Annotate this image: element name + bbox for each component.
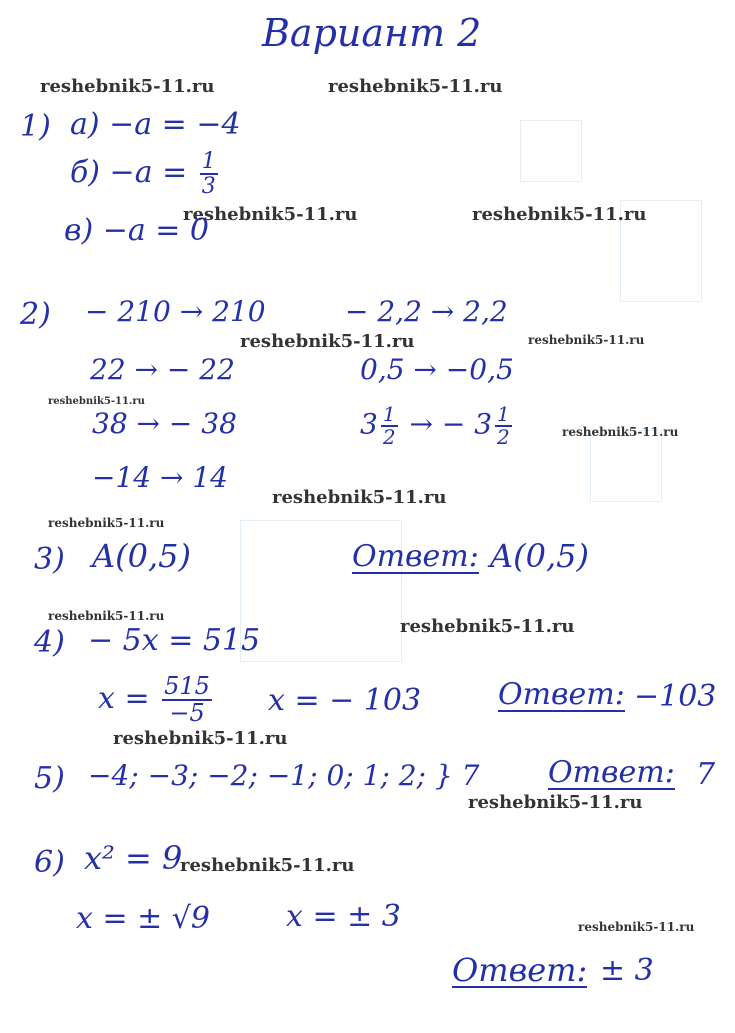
watermark: reshebnik5-11.ru [400,616,575,637]
watermark: reshebnik5-11.ru [328,76,503,97]
problem-2-left-2: 22 → − 22 [90,353,235,386]
fraction-numerator: 1 [201,149,216,174]
watermark: reshebnik5-11.ru [528,333,645,347]
problem-4-solution [98,674,215,726]
watermark: reshebnik5-11.ru [468,792,643,813]
fraction-denominator: −5 [169,699,205,728]
problem-3-expression: A(0,5) [92,537,191,575]
problem-1-number: 1) [20,109,51,144]
problem-6-number: 6) [34,845,65,880]
problem-1a: а) −а = −4 [70,107,241,142]
problem-6-equation: x² = 9 [84,839,183,877]
fraction-numerator: 1 [382,402,396,426]
problem-2-right-1: − 2,2 → 2,2 [345,295,508,328]
grid-pattern [520,120,582,182]
fraction-denominator: 3 [201,174,216,200]
fraction-numerator: 515 [164,672,210,700]
problem-6-result: x = ± 3 [286,899,401,934]
problem-4-answer: −103 [634,679,717,714]
arrow-text: → − 3 [409,407,493,441]
problem-1c: в) −а = 0 [64,213,210,248]
problem-2-left-3: 38 → − 38 [92,407,237,440]
problem-5-list: −4; −3; −2; −1; 0; 1; 2; } 7 [88,759,480,792]
problem-6-root: x = ± √9 [76,901,211,936]
watermark: reshebnik5-11.ru [40,76,215,97]
watermark: reshebnik5-11.ru [272,487,447,508]
watermark: reshebnik5-11.ru [180,855,355,876]
grid-pattern [590,430,662,502]
fraction-denominator: 2 [497,425,510,449]
solution-prefix: x = [98,681,150,717]
watermark: reshebnik5-11.ru [113,728,288,749]
problem-5-number: 5) [34,761,65,796]
watermark: reshebnik5-11.ru [562,425,679,439]
mixed-whole: 3 [360,407,378,441]
problem-2-right-2: 0,5 → −0,5 [360,353,514,386]
fraction-numerator: 1 [497,402,510,426]
problem-3-answer: A(0,5) [490,537,589,575]
fraction [495,404,512,448]
problem-1b-text: б) −а = [70,155,188,191]
fraction [200,150,218,198]
watermark: reshebnik5-11.ru [48,516,165,530]
fraction [162,674,212,726]
watermark: reshebnik5-11.ru [578,920,695,934]
problem-4-equation: − 5x = 515 [88,623,261,658]
problem-3-answer-label: Ответ: [352,539,479,574]
problem-4-answer-label: Ответ: [498,677,625,712]
problem-3-number: 3) [34,542,65,577]
fraction [381,404,398,448]
fraction-denominator: 2 [382,425,396,449]
watermark: reshebnik5-11.ru [472,204,647,225]
problem-5-answer-label: Ответ: [548,755,675,790]
watermark: reshebnik5-11.ru [48,396,145,407]
problem-4-number: 4) [34,625,65,660]
problem-5-answer: 7 [696,757,716,792]
watermark: reshebnik5-11.ru [48,609,165,623]
page-title: Вариант 2 [262,11,482,55]
problem-2-number: 2) [20,297,51,332]
problem-6-answer-label: Ответ: [452,951,588,989]
problem-6-answer: ± 3 [600,953,654,988]
problem-4-result: x = − 103 [268,683,422,718]
problem-2-left-1: − 210 → 210 [85,295,266,328]
watermark: reshebnik5-11.ru [240,331,415,352]
problem-2-left-4: −14 → 14 [92,461,228,494]
watermark: reshebnik5-11.ru [183,204,358,225]
problem-1b [70,150,221,198]
problem-2-right-3 [360,404,515,448]
